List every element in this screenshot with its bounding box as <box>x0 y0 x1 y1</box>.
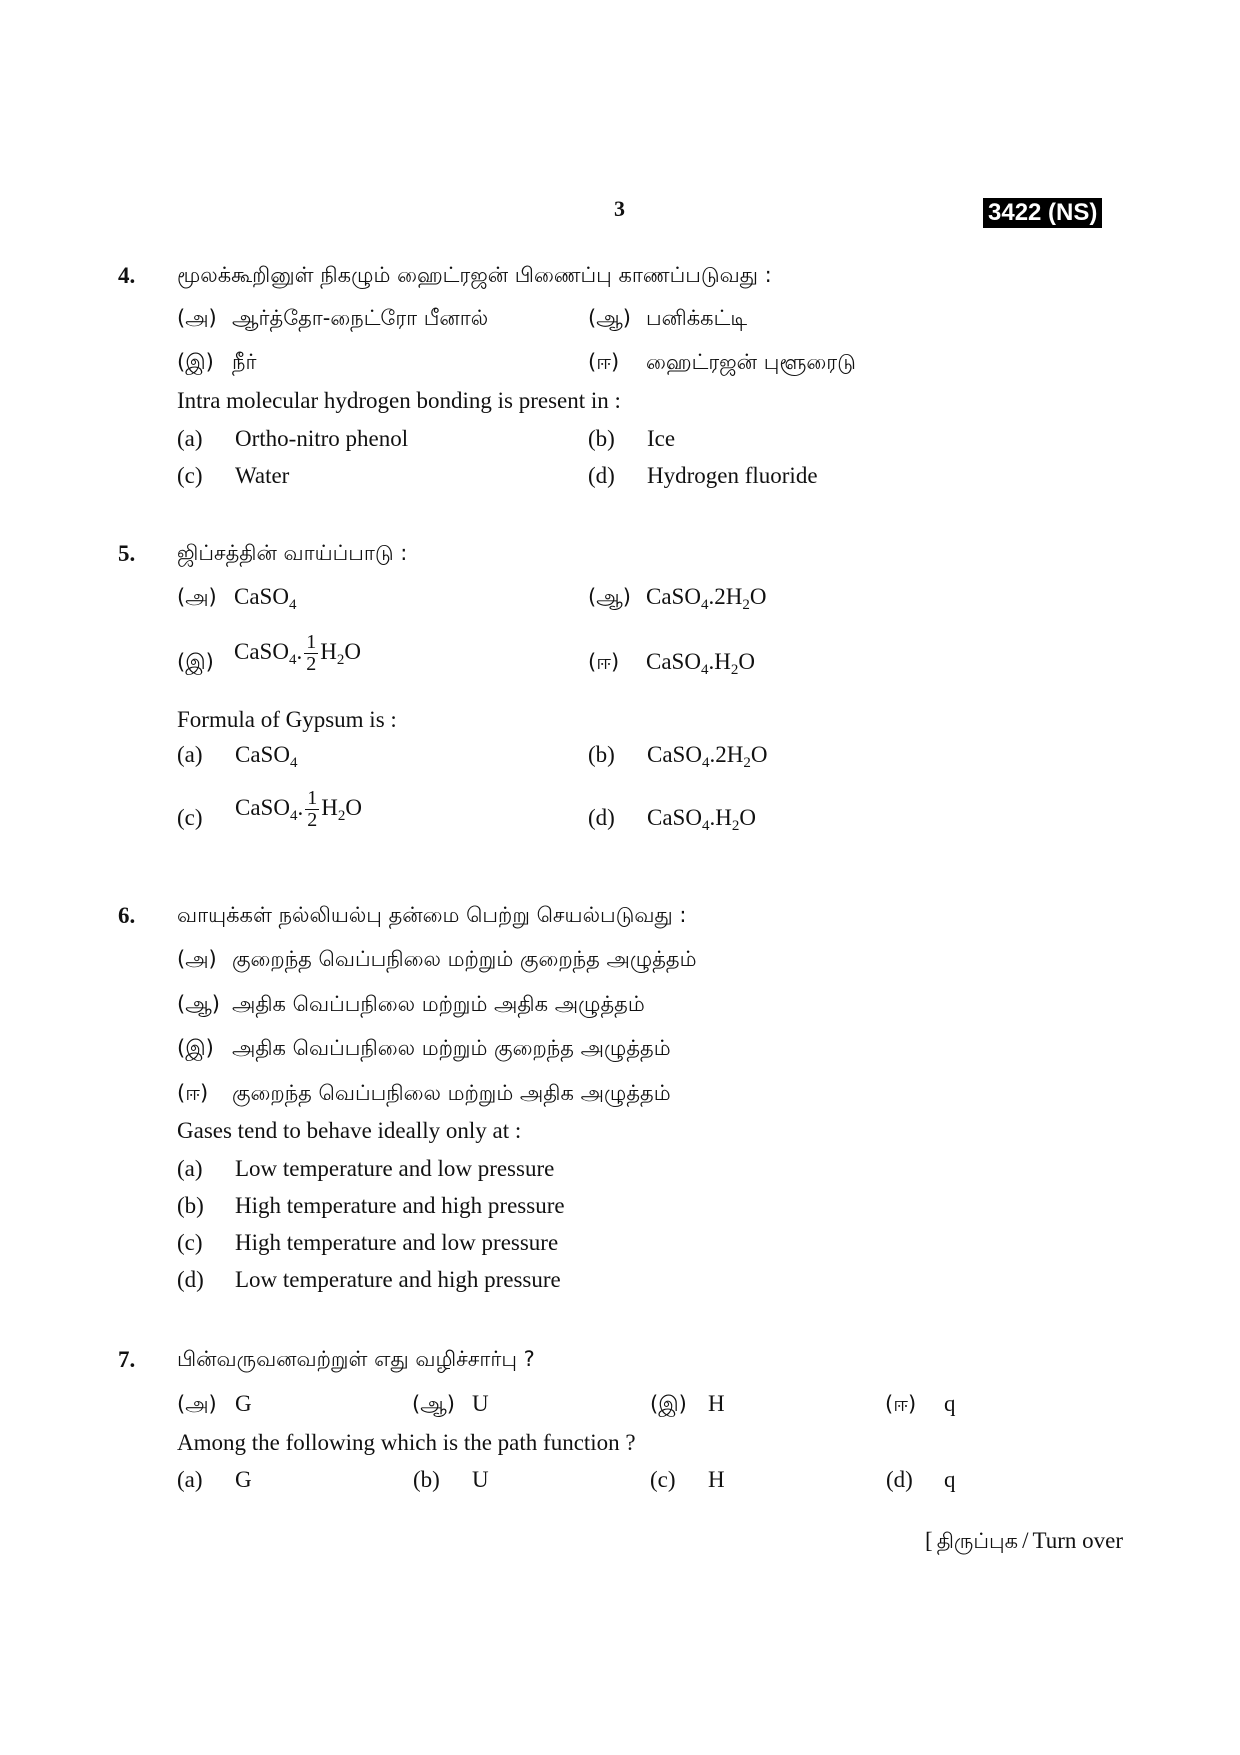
option-label: (b) <box>177 1193 204 1218</box>
english-question: Intra molecular hydrogen bonding is present in : <box>177 388 621 413</box>
tamil-question: ஜிப்சத்தின் வாய்ப்பாடு : <box>177 541 408 565</box>
option-label: (d) <box>588 463 615 488</box>
footer-tamil: திருப்புக <box>936 1529 1019 1553</box>
question-number: 5. <box>118 541 136 566</box>
option-text: நீர் <box>232 350 257 374</box>
option-text: High temperature and low pressure <box>235 1230 559 1255</box>
option-formula: $CaSO_4.H_2O$ <box>646 649 755 678</box>
option-text: Low temperature and low pressure <box>235 1156 555 1181</box>
english-question: Among the following which is the path function ? <box>177 1430 636 1455</box>
question-number: 7. <box>118 1347 136 1372</box>
option-text: குறைந்த வெப்பநிலை மற்றும் அதிக அழுத்தம் <box>232 1081 671 1105</box>
option-label: (a) <box>177 1467 203 1492</box>
option-label: (அ) <box>177 585 217 609</box>
option-label: (a) <box>177 1156 203 1181</box>
tamil-question: வாயுக்கள் நல்லியல்பு தன்மை பெற்று செயல்படுவது : <box>177 903 687 927</box>
option-text: G <box>235 1467 252 1492</box>
option-label: (a) <box>177 742 203 767</box>
option-text: H <box>708 1467 725 1492</box>
option-label: (ஆ) <box>177 992 220 1016</box>
option-label: (b) <box>413 1467 440 1492</box>
option-label: (ஈ) <box>885 1392 917 1416</box>
option-label: (ஆ) <box>588 585 631 609</box>
option-label: (c) <box>177 463 203 488</box>
option-text: குறைந்த வெப்பநிலை மற்றும் குறைந்த அழுத்தம் <box>232 947 697 971</box>
option-label: (c) <box>177 1230 203 1255</box>
english-question: Gases tend to behave ideally only at : <box>177 1118 522 1143</box>
option-label: (b) <box>588 742 615 767</box>
option-text: U <box>472 1391 489 1416</box>
option-formula: $CaSO_4.H_2O$ <box>647 805 756 834</box>
option-text: Ice <box>647 426 676 451</box>
option-label: (c) <box>177 805 203 830</box>
option-label: (ஆ) <box>588 306 631 330</box>
option-text: ஹைட்ரஜன் புளூரைடு <box>646 350 856 374</box>
fraction: $\frac{1}{2}$ <box>307 787 318 831</box>
option-formula: CaSO$_4$ <box>235 742 298 771</box>
option-formula: CaSO$_4$. $\frac{1}{2}$ $H_2O$ <box>234 631 361 675</box>
option-label: (ஈ) <box>588 650 620 674</box>
option-text: அதிக வெப்பநிலை மற்றும் குறைந்த அழுத்தம் <box>232 1036 671 1060</box>
option-label: (இ) <box>177 350 214 374</box>
english-question: Formula of Gypsum is : <box>177 707 397 732</box>
option-label: (d) <box>177 1267 204 1292</box>
option-text: q <box>944 1391 956 1416</box>
option-label: (c) <box>650 1467 676 1492</box>
option-text: பனிக்கட்டி <box>646 306 748 330</box>
option-label: (அ) <box>177 306 217 330</box>
option-label: (இ) <box>177 1036 214 1060</box>
option-label: (b) <box>588 426 615 451</box>
option-text: Water <box>235 463 290 488</box>
footer-english: Turn over <box>1032 1528 1123 1553</box>
tamil-question: மூலக்கூறினுள் நிகழும் ஹைட்ரஜன் பிணைப்பு காணப்படுவது : <box>177 263 772 287</box>
option-formula: CaSO$_4$. $\frac{1}{2}$ $H_2O$ <box>235 787 362 831</box>
option-label: (அ) <box>177 1392 217 1416</box>
question-number: 4. <box>118 263 136 288</box>
turn-over-note <box>925 1528 1123 1556</box>
option-text: Ortho-nitro phenol <box>235 426 409 451</box>
page-number: 3 <box>614 196 625 221</box>
option-text: Low temperature and high pressure <box>235 1267 561 1292</box>
option-text: H <box>708 1391 725 1416</box>
option-label: (ஆ) <box>412 1392 455 1416</box>
question-number: 6. <box>118 903 136 928</box>
tamil-question: பின்வருவனவற்றுள் எது வழிச்சார்பு ? <box>177 1347 535 1371</box>
option-label: (ஈ) <box>588 350 620 374</box>
option-label: (a) <box>177 426 203 451</box>
option-label: (இ) <box>650 1392 687 1416</box>
option-text: q <box>944 1467 956 1492</box>
option-text: ஆர்த்தோ-நைட்ரோ பீனால் <box>232 306 489 330</box>
option-text: High temperature and high pressure <box>235 1193 565 1218</box>
option-label: (அ) <box>177 947 217 971</box>
paper-code: 3422 (NS) <box>983 198 1102 228</box>
option-text: U <box>472 1467 489 1492</box>
option-text: Hydrogen fluoride <box>647 463 818 488</box>
option-label: (ஈ) <box>177 1081 209 1105</box>
option-formula: $CaSO_4.2H_2O$ <box>646 584 767 613</box>
footer-bracket: [ <box>925 1528 933 1553</box>
option-formula: CaSO$_4$ <box>234 584 297 613</box>
option-label: (d) <box>588 805 615 830</box>
option-label: (இ) <box>177 650 214 674</box>
fraction: $\frac{1}{2}$ <box>306 631 317 675</box>
footer-separator: / <box>1022 1528 1029 1553</box>
option-text: அதிக வெப்பநிலை மற்றும் அதிக அழுத்தம் <box>232 992 645 1016</box>
option-formula: $CaSO_4.2H_2O$ <box>647 742 768 771</box>
option-text: G <box>235 1391 252 1416</box>
option-label: (d) <box>886 1467 913 1492</box>
